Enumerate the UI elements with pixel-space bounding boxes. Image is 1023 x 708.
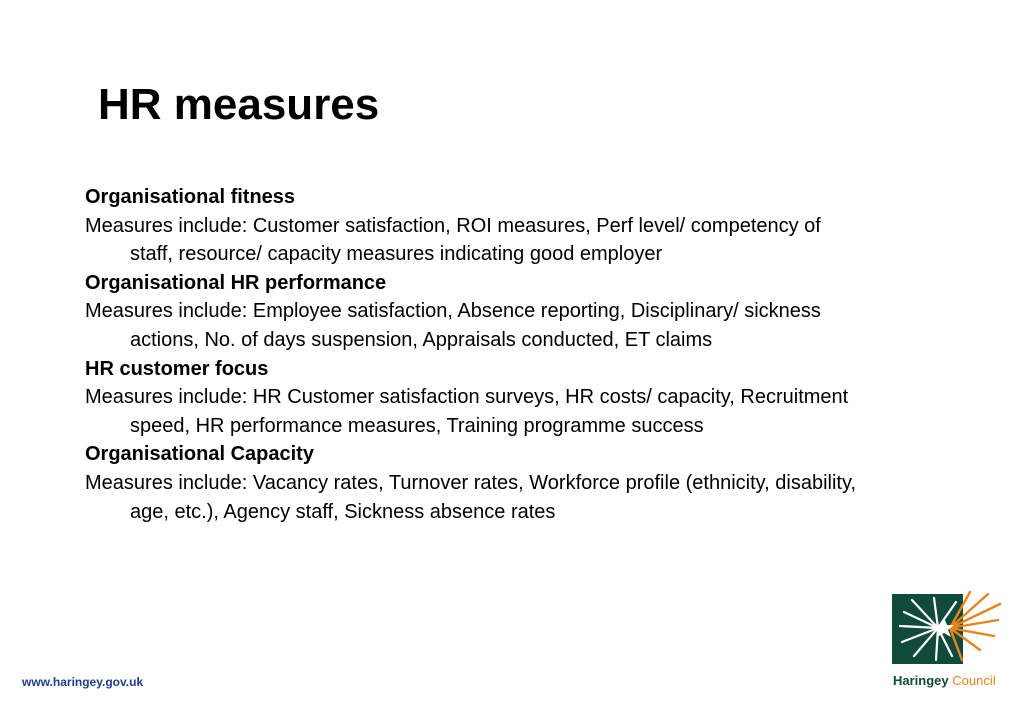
starburst-icon: [890, 590, 1005, 670]
footer-url: www.haringey.gov.uk: [22, 675, 144, 689]
section-body-organisational-fitness: Measures include: Customer satisfaction, ROI measures, Perf level/ competency of staff, resource/ capacity measures indicating good employer: [85, 214, 821, 266]
section-heading-organisational-fitness: Organisational fitness: [85, 186, 296, 208]
slide-title: HR measures: [98, 80, 380, 129]
slide-content: [85, 183, 865, 526]
logo-text-council: Council: [952, 673, 996, 688]
section-body-organisational-hr-performance: Measures include: Employee satisfaction, Absence reporting, Disciplinary/ sickness actions, No. of days suspension, Appraisals conducted, ET claims: [85, 300, 821, 351]
section-heading-organisational-hr-performance: Organisational HR performance: [85, 271, 387, 294]
logo-text: [893, 673, 996, 688]
section-heading-organisational-capacity: Organisational Capacity: [85, 443, 314, 466]
haringey-council-logo: [890, 590, 1005, 690]
section-body-hr-customer-focus: Measures include: HR Customer satisfaction surveys, HR costs/ capacity, Recruitment speed, HR performance measures, Training programme success: [85, 386, 849, 437]
section-body-organisational-capacity: Measures include: Vacancy rates, Turnover rates, Workforce profile (ethnicity, disability, age, etc.), Agency staff, Sickness absence rates: [85, 471, 857, 523]
logo-text-haringey: Haringey: [893, 673, 949, 688]
section-heading-hr-customer-focus: HR customer focus: [85, 357, 269, 380]
